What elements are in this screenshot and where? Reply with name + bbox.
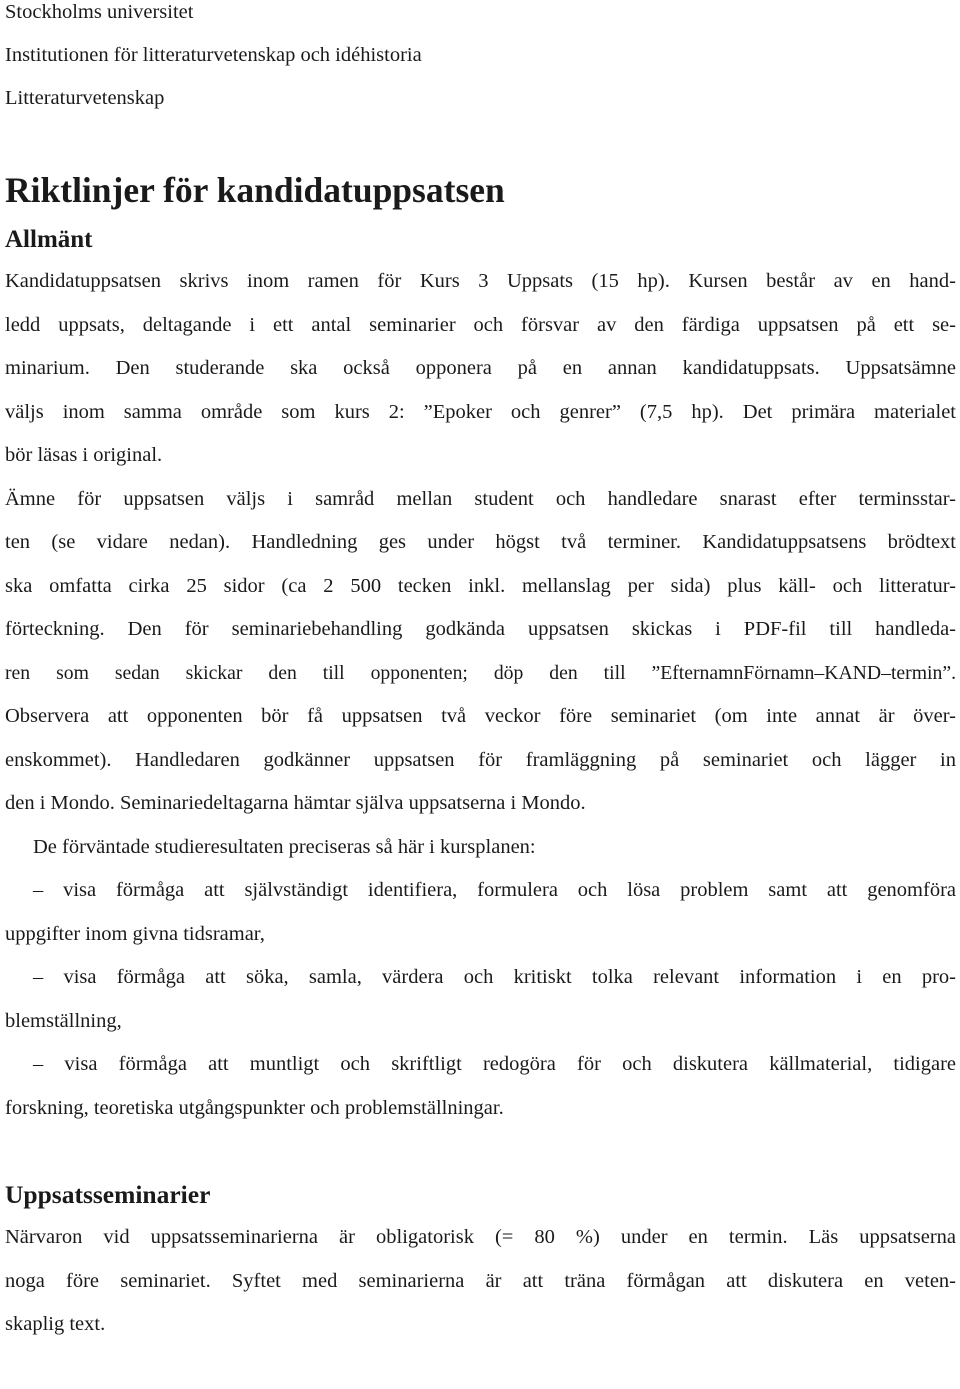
paragraph-line: skaplig text. (5, 1313, 106, 1335)
paragraph-line: Närvaron vid uppsatsseminarierna är obligatorisk (= 80 %) under en termin. Läs uppsatserna (5, 1226, 956, 1248)
list-item-line: blemställning, (5, 1009, 122, 1032)
paragraph-topic-and-supervision (5, 478, 956, 826)
list-item-line: – visa förmåga att söka, samla, värdera och kritiskt tolka relevant information i en pro- (33, 966, 956, 988)
paragraph-line: enskommet). Handledaren godkänner uppsatsen för framläggning på seminariet och lägger in (5, 748, 956, 771)
list-item-line: – visa förmåga att självständigt identifiera, formulera och lösa problem samt att genomföra (33, 879, 956, 901)
header-university: Stockholms universitet (5, 1, 194, 23)
paragraph-learning-outcomes (5, 826, 956, 1131)
list-item-line: uppgifter inom givna tidsramar, (5, 922, 265, 945)
paragraph-line: ten (se vidare nedan). Handledning ges under högst två terminer. Kandidatuppsatsens brödtext (5, 531, 956, 553)
paragraph-line: noga före seminariet. Syftet med seminarierna är att träna förmågan att diskutera en veten- (5, 1269, 956, 1292)
header-subject: Litteraturvetenskap (5, 87, 165, 109)
paragraph-seminars (5, 1216, 956, 1347)
paragraph-line: Kandidatuppsatsen skrivs inom ramen för Kurs 3 Uppsats (15 hp). Kursen består av en hand- (5, 270, 956, 292)
paragraph-line: De förväntade studieresultaten preciseras så här i kursplanen: (33, 835, 536, 858)
paragraph-line: Observera att opponenten bör få uppsatsen två veckor före seminariet (om inte annat är över- (5, 705, 956, 727)
paragraph-course-intro (5, 260, 956, 478)
section-heading-general: Allmänt (5, 226, 93, 253)
paragraph-line: den i Mondo. Seminariedeltagarna hämtar själva uppsatserna i Mondo. (5, 792, 586, 814)
header-department: Institutionen för litteraturvetenskap och idéhistoria (5, 44, 422, 66)
paragraph-line: Ämne för uppsatsen väljs i samråd mellan student och handledare snarast efter terminsstar- (5, 487, 956, 510)
list-item-line: – visa förmåga att muntligt och skriftligt redogöra för och diskutera källmaterial, tidigare (33, 1053, 956, 1075)
document-title: Riktlinjer för kandidatuppsatsen (5, 170, 505, 210)
paragraph-line: förteckning. Den för seminariebehandling godkända uppsatsen skickas i PDF-fil till handleda- (5, 618, 956, 640)
paragraph-line: ren som sedan skickar den till opponenten; döp den till ”EfternamnFörnamn–KAND–termin”. (5, 661, 956, 684)
paragraph-line: bör läsas i original. (5, 444, 163, 466)
paragraph-line: minarium. Den studerande ska också opponera på en annan kandidatuppsats. Uppsatsämne (5, 357, 956, 379)
paragraph-line: ledd uppsats, deltagande i ett antal seminarier och försvar av den färdiga uppsatsen på ett se- (5, 313, 956, 336)
document-page (5, 0, 956, 1347)
paragraph-line: ska omfatta cirka 25 sidor (ca 2 500 tecken inkl. mellanslag per sida) plus käll- och litteratur- (5, 574, 956, 597)
paragraph-line: väljs inom samma område som kurs 2: ”Epoker och genrer” (7,5 hp). Det primära materialet (5, 400, 956, 423)
list-item-line: forskning, teoretiska utgångspunkter och problemställningar. (5, 1096, 504, 1119)
section-heading-seminars: Uppsatsseminarier (5, 1180, 211, 1209)
